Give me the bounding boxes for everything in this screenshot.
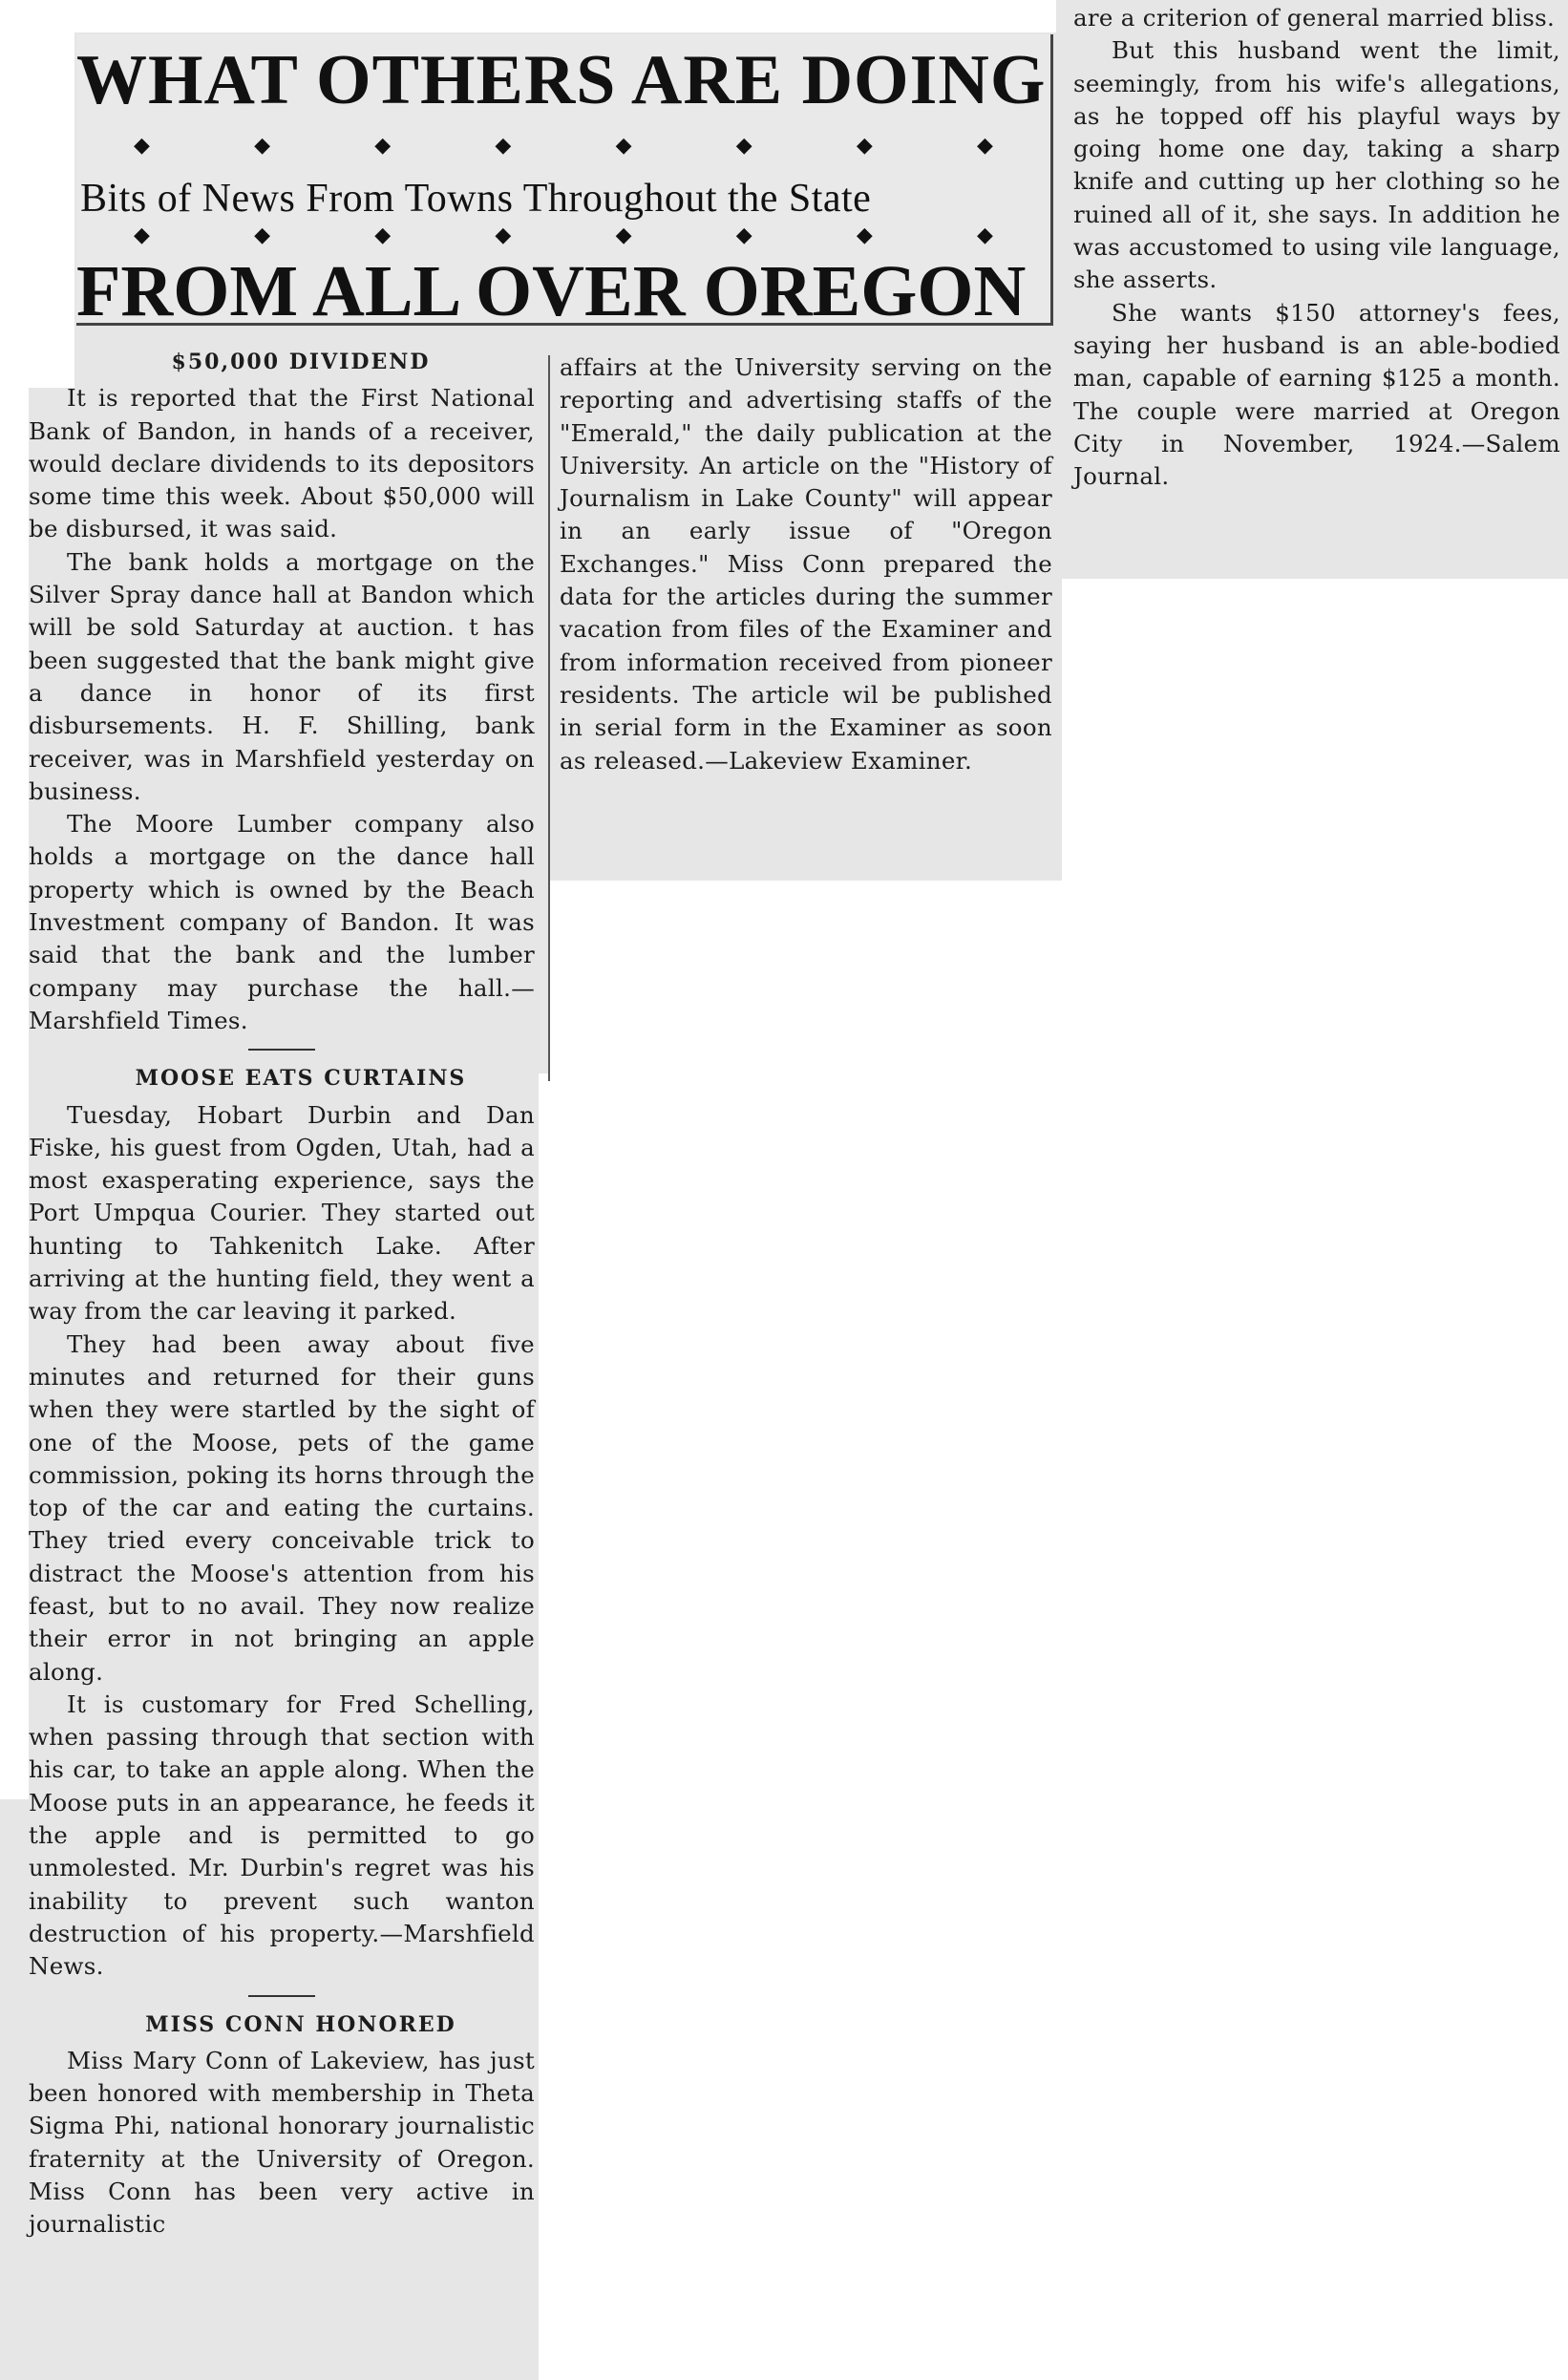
diamond-icon: ◆: [374, 223, 392, 247]
article-paragraph: Tuesday, Hobart Durbin and Dan Fiske, his guest from Ogden, Utah, had a most exasperating experience, says the Port Umpqua Courier. They started out hunting to Tahkenitch Lake. After arriving at the hunting field, they went a way from the car leaving it parked.: [29, 1100, 535, 1326]
diamond-icon: ◆: [615, 223, 632, 247]
diamond-icon: ◆: [134, 223, 150, 247]
article-paragraph: It is reported that the First National Bank of Bandon, in hands of a receiver, would declare dividends to its depositors some time this week. About $50,000 will be disbursed, it was said.: [29, 384, 535, 543]
article-paragraph: But this husband went the limit, seemingly, from his wife's allegations, as he topped off his playful ways by going home one day, taking a sharp knife and cutting up her clothing so he ruined all of it, she says. In addition he was accustomed to using vile language, she asserts.: [1073, 36, 1560, 294]
diamond-ornament-row: [134, 134, 993, 158]
column-2: [560, 351, 1052, 777]
column-3: [1073, 2, 1560, 493]
diamond-ornament-row: [134, 223, 993, 247]
diamond-icon: ◆: [976, 223, 993, 247]
diamond-icon: ◆: [735, 134, 752, 158]
diamond-icon: ◆: [134, 134, 150, 158]
article-paragraph: are a criterion of general married bliss.: [1073, 4, 1556, 32]
headline-title: WHAT OTHERS ARE DOING: [76, 41, 1047, 119]
article-paragraph: affairs at the University serving on the reporting and advertising staffs of the "Emerald," the daily publication at the University. An article on the "History of Journalism in Lake County" will appear in an early issue of "Oregon Exchanges." Miss Conn prepared the data for the articles during the summer vacation from files of the Examiner and from information received from pioneer residents. The article wil be published in serial form in the Examiner as soon as released.—Lakeview Examiner.: [560, 353, 1052, 775]
diamond-icon: ◆: [856, 223, 873, 247]
article-paragraph: The bank holds a mortgage on the Silver Spray dance hall at Bandon which will be sold Saturday at auction. t has been suggested that the bank might give a dance in honor of its first disbursements. H. F. Shilling, bank receiver, was in Marshfield yesterday on business.: [29, 547, 535, 805]
diamond-icon: ◆: [495, 223, 512, 247]
article-paragraph: She wants $150 attorney's fees, saying her husband is an able-bodied man, capable of earning $125 a month. The couple were married at Oregon City in November, 1924.—Salem Journal.: [1073, 298, 1560, 491]
diamond-icon: ◆: [976, 134, 993, 158]
article-heading-conn: MISS CONN HONORED: [145, 2011, 456, 2037]
article-paragraph: They had been away about five minutes and returned for their guns when they were startled by the sight of one of the Moose, pets of the game commission, poking its horns through the top of the car and eating the curtains. They tried every conceivable trick to distract the Moose's attention from his feast, but to no avail. They now realize their error in not bringing an apple along.: [29, 1329, 535, 1686]
article-heading-dividend: $50,000 DIVIDEND: [171, 350, 431, 374]
diamond-icon: ◆: [254, 223, 271, 247]
article-paragraph: Miss Mary Conn of Lakeview, has just been honored with membership in Theta Sigma Phi, national honorary journalistic fraternity at the University of Oregon. Miss Conn has been very active in journalistic: [29, 2046, 535, 2239]
diamond-icon: ◆: [735, 223, 752, 247]
masthead: [76, 34, 1053, 331]
article-divider: [248, 1995, 315, 1997]
column-1: [29, 346, 535, 2242]
article-paragraph: It is customary for Fred Schelling, when passing through that section with his car, to take an apple along. When the Moose puts in an appearance, he feeds it the apple and is permitted to go unmolested. Mr. Durbin's regret was his inability to prevent such wanton destruction of his property.—Marshfield News.: [29, 1689, 535, 1981]
article-divider: [248, 1049, 315, 1051]
diamond-icon: ◆: [856, 134, 873, 158]
diamond-icon: ◆: [615, 134, 632, 158]
diamond-icon: ◆: [254, 134, 271, 158]
subheadline: Bits of News From Towns Throughout the State: [80, 177, 872, 221]
headline-secondary: FROM ALL OVER OREGON: [76, 251, 1027, 331]
article-heading-moose: MOOSE EATS CURTAINS: [135, 1066, 467, 1092]
diamond-icon: ◆: [374, 134, 392, 158]
diamond-icon: ◆: [495, 134, 512, 158]
column-rule: [548, 355, 550, 1081]
article-paragraph: The Moore Lumber company also holds a mortgage on the dance hall property which is owned by the Beach Investment company of Bandon. It was said that the bank and the lumber company may purchase the hall.—Marshfield Times.: [29, 810, 535, 1034]
